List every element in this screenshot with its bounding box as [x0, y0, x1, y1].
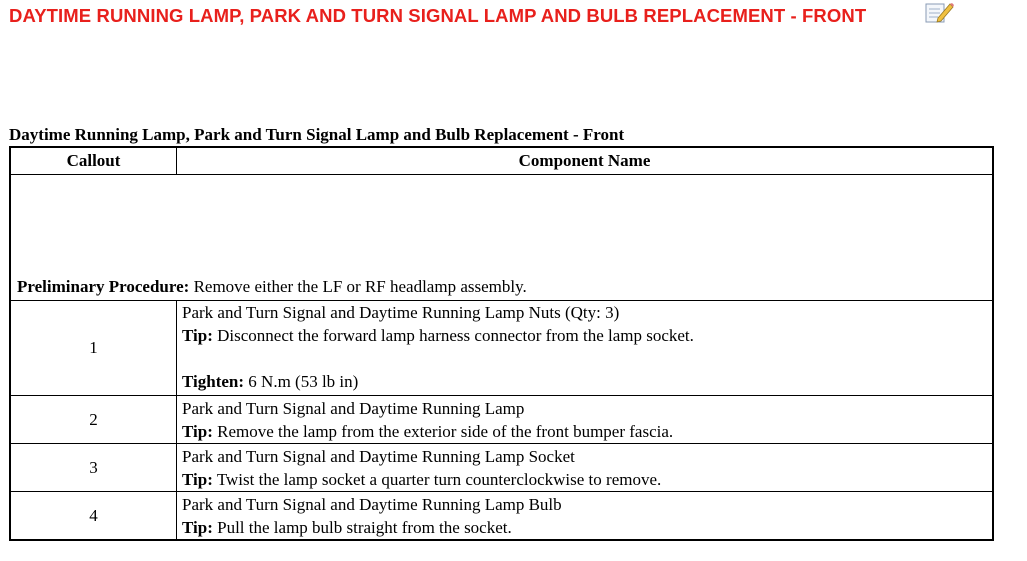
tighten-value: 6 N.m (53 lb in)	[244, 372, 359, 391]
tip-text: Remove the lamp from the exterior side of the front bumper fascia.	[212, 421, 674, 441]
component-name: Park and Turn Signal and Daytime Running Lamp	[182, 398, 525, 418]
preliminary-text: Remove either the LF or RF headlamp assembly.	[189, 277, 527, 296]
component-name: Park and Turn Signal and Daytime Running Lamp Socket	[182, 446, 575, 466]
table-row	[10, 301, 993, 396]
tip-label: Tip:	[182, 326, 213, 345]
component-name: Park and Turn Signal and Daytime Running Lamp Nuts (Qty: 3)	[182, 303, 620, 322]
tip-text: Pull the lamp bulb straight from the socket.	[212, 517, 512, 537]
tip-label: Tip:	[182, 421, 213, 441]
tip-text: Disconnect the forward lamp harness connector from the lamp socket.	[212, 326, 694, 345]
tip-text: Twist the lamp socket a quarter turn counterclockwise to remove.	[212, 469, 662, 489]
table-row	[10, 444, 993, 492]
preliminary-procedure	[10, 175, 993, 301]
component-name-header: Component Name	[177, 147, 994, 175]
tip-line	[182, 516, 992, 539]
table-row	[10, 396, 993, 444]
callout-number: 3	[10, 444, 177, 492]
page-title: DAYTIME RUNNING LAMP, PARK AND TURN SIGNAL LAMP AND BULB REPLACEMENT - FRONT	[9, 5, 867, 26]
component-cell	[177, 396, 994, 444]
tighten-line	[182, 370, 992, 393]
component-cell	[177, 301, 994, 396]
tip-label: Tip:	[182, 517, 213, 537]
tip-line	[182, 420, 992, 443]
preliminary-label: Preliminary Procedure:	[17, 277, 190, 296]
callout-header: Callout	[10, 147, 177, 175]
note-pencil-icon[interactable]	[924, 0, 954, 24]
callout-number: 1	[10, 301, 177, 396]
preliminary-row	[10, 175, 993, 301]
table-row	[10, 492, 993, 541]
tip-line	[182, 324, 992, 347]
tip-line	[182, 468, 992, 491]
callout-number: 4	[10, 492, 177, 541]
component-cell	[177, 492, 994, 541]
tighten-label: Tighten:	[182, 372, 245, 391]
component-cell	[177, 444, 994, 492]
table-caption: Daytime Running Lamp, Park and Turn Signal Lamp and Bulb Replacement - Front	[9, 125, 625, 144]
procedure-table	[9, 146, 994, 541]
callout-number: 2	[10, 396, 177, 444]
tip-label: Tip:	[182, 469, 213, 489]
table-header-row	[10, 147, 993, 175]
component-name: Park and Turn Signal and Daytime Running Lamp Bulb	[182, 494, 562, 514]
